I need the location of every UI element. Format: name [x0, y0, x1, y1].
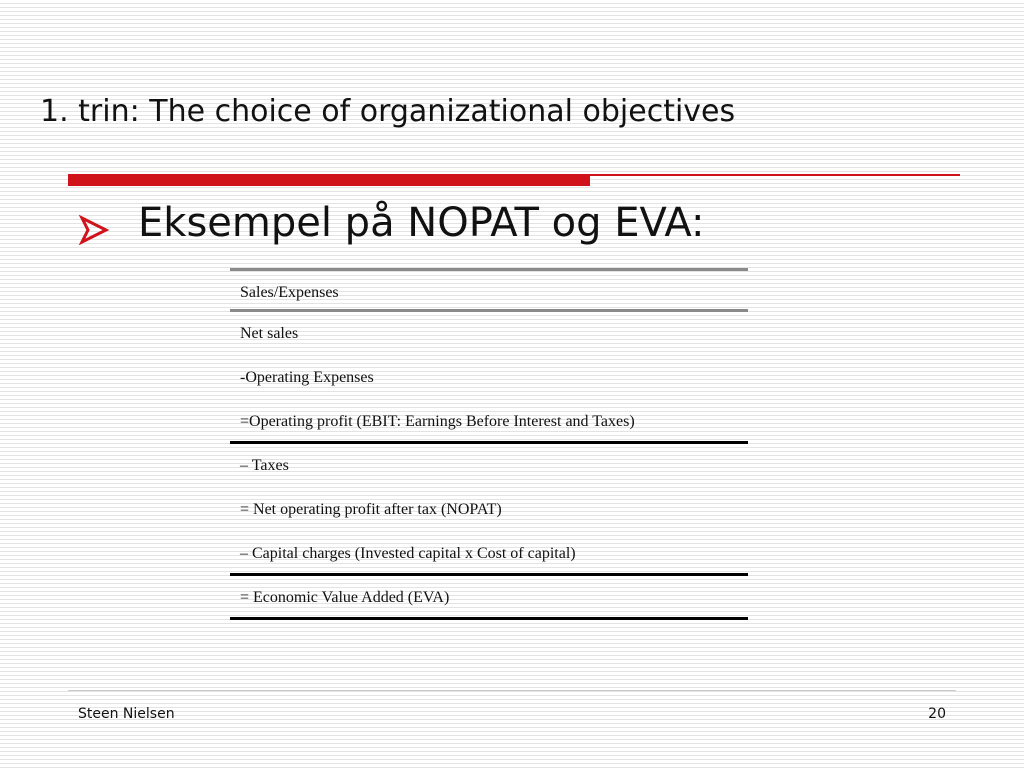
table-row: -Operating Expenses — [240, 369, 374, 386]
arrow-right-outline-icon — [76, 212, 112, 248]
table-row: Net sales — [240, 325, 299, 342]
table-row: – Taxes — [240, 457, 289, 474]
table-row: =Operating profit (EBIT: Earnings Before Interest and Taxes) — [230, 400, 748, 444]
table-row: – Capital charges (Invested capital x Cost of capital) — [230, 532, 748, 576]
nopat-eva-table — [230, 268, 748, 620]
title-underline-thick — [68, 174, 590, 186]
footer-divider — [68, 690, 956, 691]
slide-subtitle: Eksempel på NOPAT og EVA: — [138, 200, 705, 246]
table-row: = Economic Value Added (EVA) — [230, 576, 748, 620]
footer-page-number: 20 — [928, 706, 946, 722]
table-row: = Net operating profit after tax (NOPAT) — [240, 501, 502, 518]
slide-title: 1. trin: The choice of organizational objectives — [40, 94, 736, 129]
table-header: Sales/Expenses — [230, 268, 748, 312]
title-underline-thin — [590, 174, 960, 176]
footer-author: Steen Nielsen — [78, 706, 175, 722]
